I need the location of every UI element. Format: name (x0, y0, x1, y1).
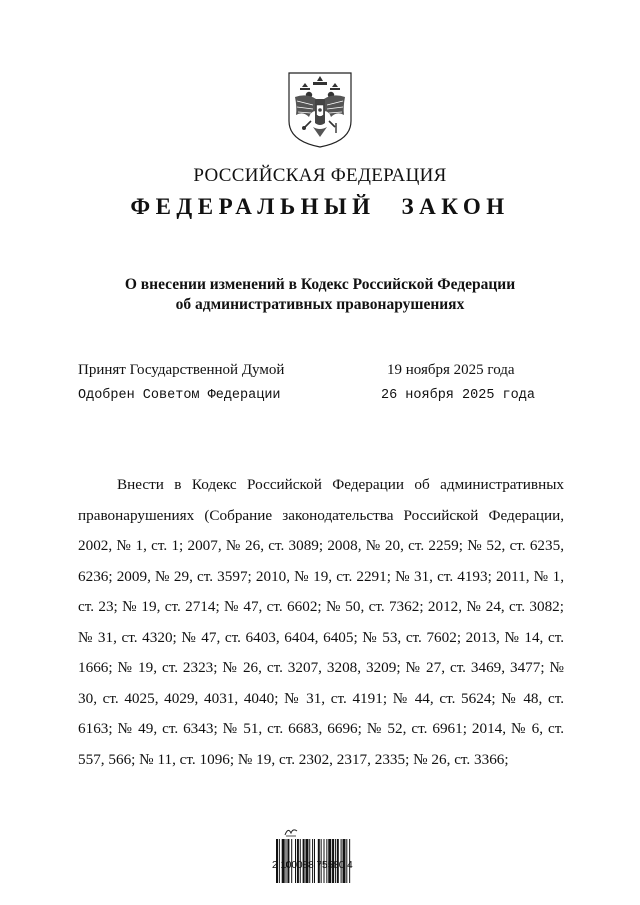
council-approval-date: 26 ноября 2025 года (381, 388, 535, 403)
country-name: РОССИЙСКАЯ ФЕДЕРАЦИЯ (193, 165, 447, 186)
law-type-word-law: ЗАКОН (401, 194, 510, 219)
coat-of-arms-icon (287, 71, 353, 149)
law-title-line-1: О внесении изменений в Кодекс Российской Федерации (124, 276, 516, 293)
law-body-paragraph: Внести в Кодекс Российской Федерации об административных правонарушениях (Собрание законодательства Российской Федерации, 2002, № 1, ст. 1; 2007, № 26, ст. 3089; 2008, № 20, ст. 2259; № 52, ст. 6235, 6236; 2009, № 29, ст. 3597; 2010, № 19, ст. 2291; № 31, ст. 4193; 2011, № 1, ст. 23; № 19, ст. 2714; № 47, ст. 6602; № 50, ст. 7362; 2012, № 24, ст. 3082; № 31, ст. 4320; № 47, ст. 6403, 6404, 6405; № 53, ст. 7602; 2013, № 14, ст. 1666; № 19, ст. 2323; № 26, ст. 3207, 3208, 3209; № 27, ст. 3469, 3477; № 30, ст. 4025, 4029, 4031, 4040; № 31, ст. 4191; № 44, ст. 5624; № 48, ст. 6163; № 49, ст. 6343; № 51, ст. 6683, 6696; № 52, ст. 6961; 2014, № 6, ст. 557, 566; № 11, ст. 1096; № 19, ст. 2302, 2317, 2335; № 26, ст. 3366; (78, 476, 564, 768)
law-type-word-federal: ФЕДЕРАЛЬНЫЙ (130, 194, 376, 219)
council-approval-label: Одобрен Советом Федерации (78, 388, 281, 403)
duma-adoption-date: 19 ноября 2025 года (387, 362, 515, 378)
duma-adoption-label: Принят Государственной Думой (78, 362, 285, 378)
barcode-number: 2 100088 75580 4 (272, 860, 353, 871)
law-title-line-2: об административных правонарушениях (175, 296, 465, 313)
document-type-heading (0, 194, 640, 220)
law-title (0, 275, 640, 315)
signature-mark-icon (284, 825, 298, 837)
